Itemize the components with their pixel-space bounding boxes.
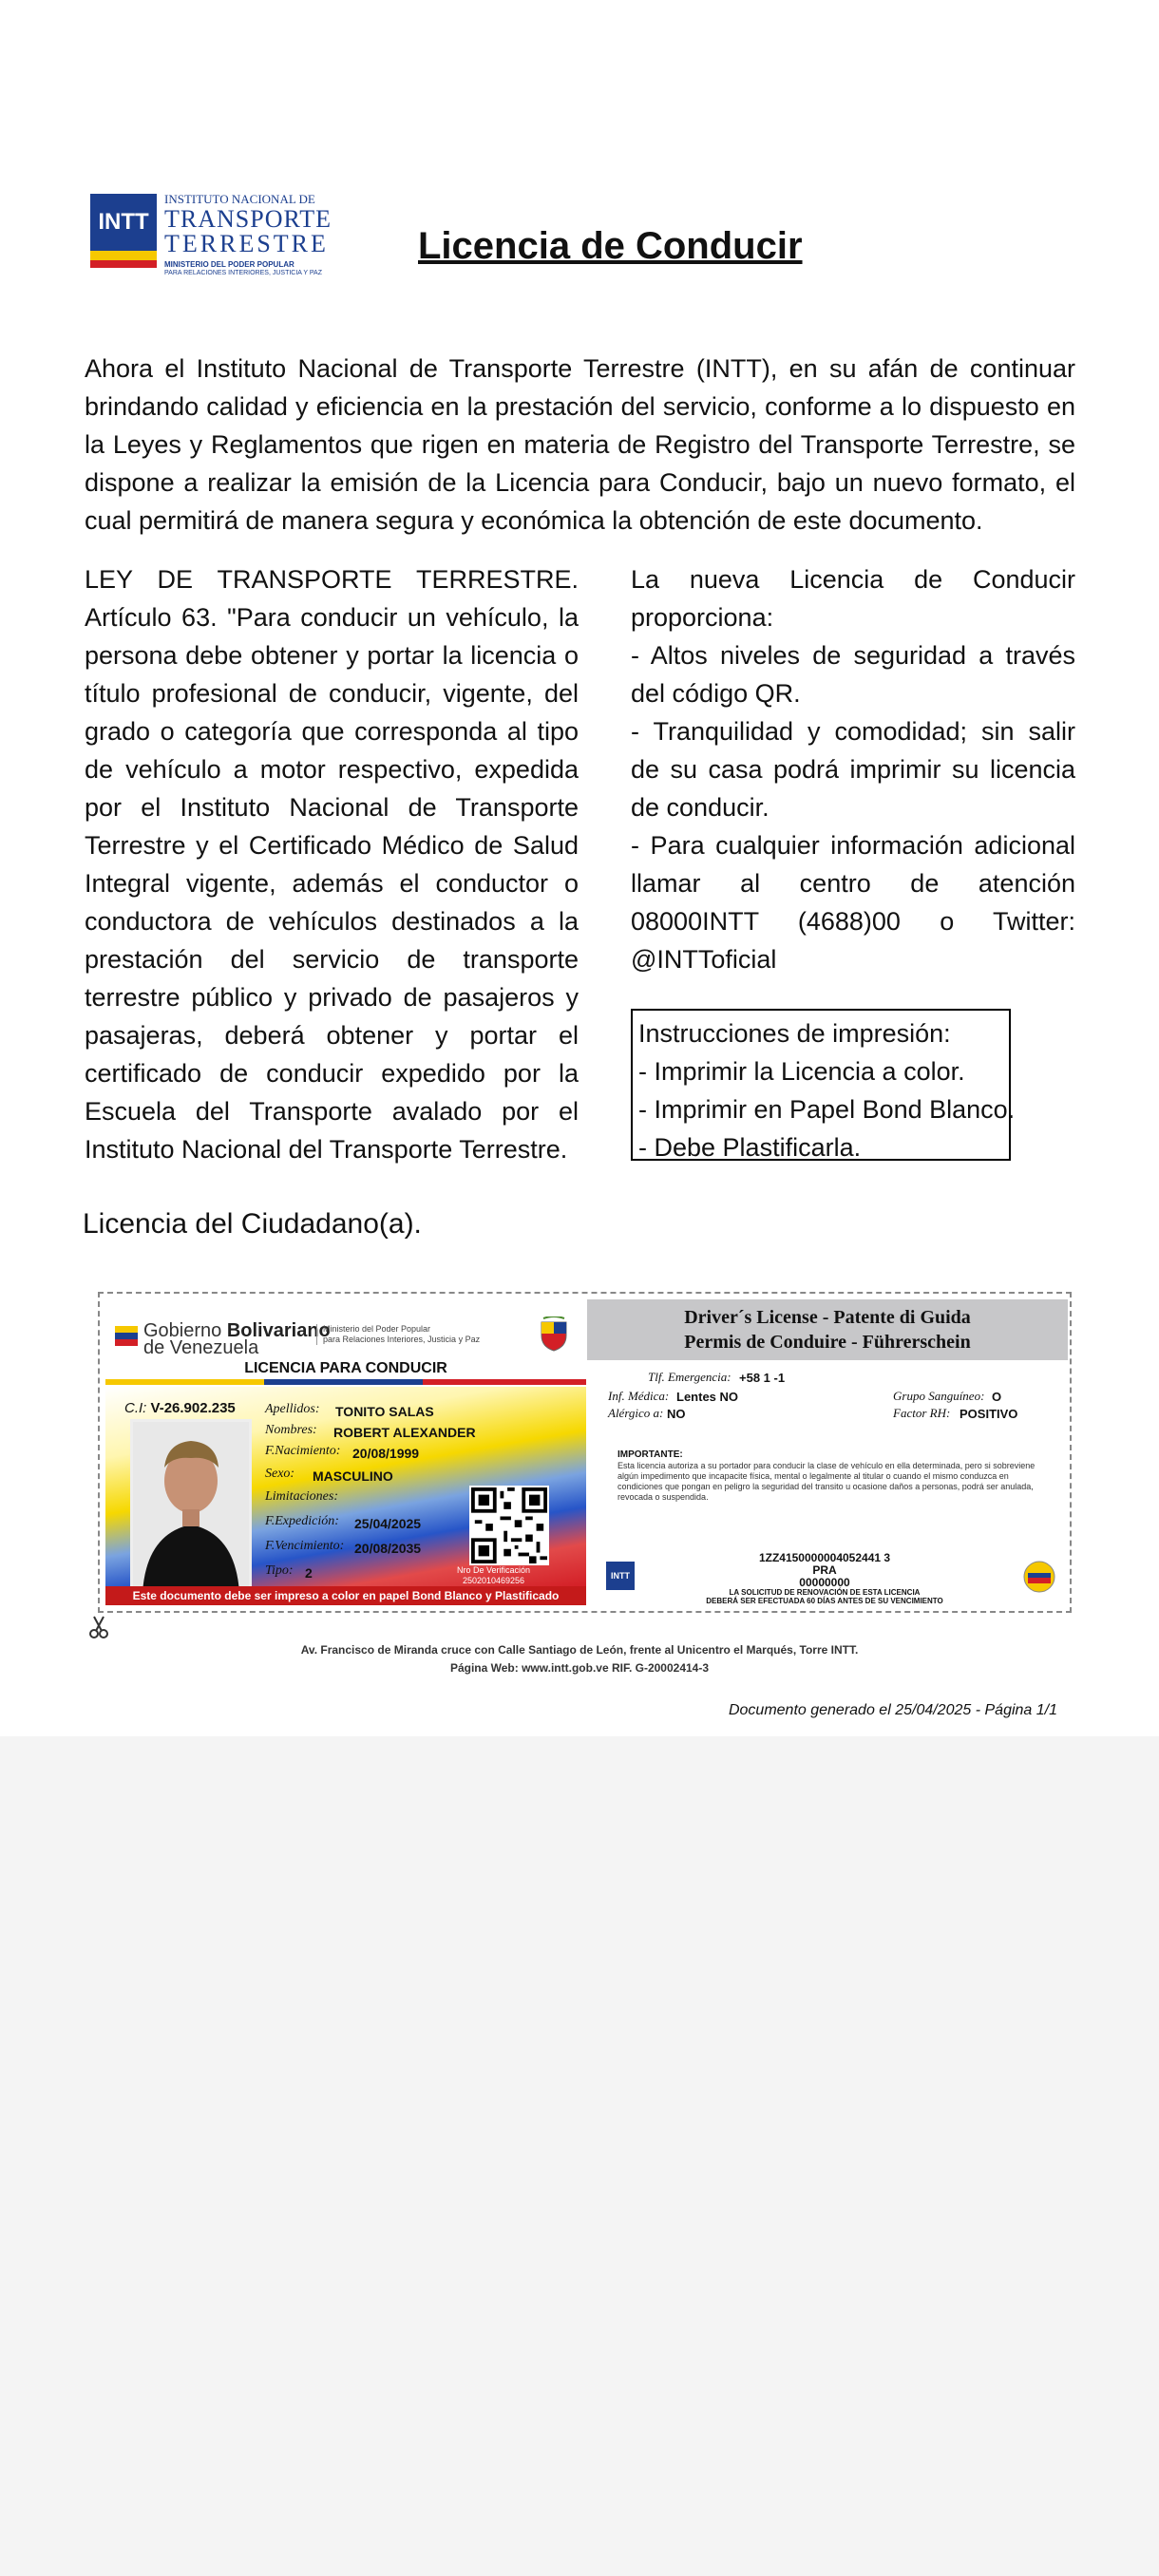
verification-number: Nro De Verificación 2502010469256 <box>457 1565 531 1585</box>
sexo-label: Sexo: <box>265 1467 295 1481</box>
instructions-title: Instrucciones de impresión: <box>638 1019 951 1048</box>
citizen-license-label: Licencia del Ciudadano(a). <box>83 1208 422 1240</box>
vencimiento-value: 20/08/2035 <box>354 1541 422 1556</box>
ministry-label: Ministerio del Poder Popular para Relaciones Interiores, Justicia y Paz <box>316 1324 480 1345</box>
benefits-list <box>631 560 1075 978</box>
back-title: Driver´s License - Patente di Guida Permis de Conduire - Führerschein <box>587 1299 1068 1360</box>
rh-value: POSITIVO <box>960 1407 1018 1421</box>
renewal-notice: LA SOLICITUD DE RENOVACIÓN DE ESTA LICENCIA DEBERÁ SER EFECTUADA 60 DÍAS ANTES DE SU VENCIMIENTO <box>706 1588 943 1605</box>
nombres-value: ROBERT ALEXANDER <box>333 1425 476 1440</box>
emergencia-label: Tlf. Emergencia: <box>648 1370 732 1384</box>
person-photo-icon <box>133 1422 249 1593</box>
grupo-label: Grupo Sanguíneo: <box>893 1389 985 1403</box>
benefit-item: - Para cualquier información adicional llamar al centro de atención 08000INTT (4688)00 o Twitter: @INTToficial <box>631 831 1075 974</box>
nacimiento-value: 20/08/1999 <box>352 1446 420 1461</box>
logo-line-2: TRANSPORTE <box>164 205 332 233</box>
limitaciones-label: Limitaciones: <box>265 1489 338 1504</box>
intt-mark-small: INTT <box>606 1562 635 1590</box>
alergico-value: NO <box>667 1407 686 1421</box>
law-article: LEY DE TRANSPORTE TERRESTRE. Artículo 63. "Para conducir un vehículo, la persona debe obtener y portar la licencia o título profesional de conducir, vigente, del grado o categoría que corresponda al tipo de vehículo a motor respectivo, expedida por el Instituto Nacional de Transporte Terrestre y el Certificado Médico de Salud Integral vigente, además el conductor o conductora de vehículos destinados a la prestación del servicio de transporte terrestre público y privado de pasajeros y pasajeras, deberá obtener y portar el certificado de conducir expedido por la Escuela del Transporte avalado por el Instituto Nacional del Transporte Terrestre. <box>85 565 579 1164</box>
important-title: IMPORTANTE: <box>618 1449 683 1460</box>
logo-line-1: INSTITUTO NACIONAL DE <box>164 192 315 206</box>
medica-value: Lentes NO <box>676 1390 739 1404</box>
important-text: Esta licencia autoriza a su portador para conducir la clase de vehículo en ella determinada, pero si sobreviene algún impedimento que incapacite física, mental o legalmente al titular o cuando el mismo conduzca en condiciones que pongan en peligro la seguridad del transito u ocasione daños a personas, podrá ser anulada, revocada o suspendida. <box>618 1461 1036 1502</box>
print-instructions-box <box>631 1009 1016 1162</box>
scissors-icon <box>88 1615 109 1639</box>
benefit-item: - Tranquilidad y comodidad; sin salir de su casa podrá imprimir su licencia de conducir. <box>631 717 1075 822</box>
apellidos-value: TONITO SALAS <box>335 1404 434 1419</box>
alergico-label: Alérgico a: <box>608 1406 664 1420</box>
expedicion-value: 25/04/2025 <box>354 1516 422 1531</box>
grupo-value: O <box>992 1390 1002 1404</box>
print-warning-footer: Este documento debe ser impreso a color en papel Bond Blanco y Plastificado <box>105 1586 586 1605</box>
footer-address: Av. Francisco de Miranda cruce con Calle Santiago de León, frente al Unicentro el Marqués, Torre INTT. Página Web: www.intt.gob.ve RIF. G-20002414-3 <box>300 1643 859 1675</box>
gov-name-line-2: de Venezuela <box>143 1337 259 1358</box>
coat-of-arms-icon <box>538 1316 570 1353</box>
tipo-value: 2 <box>305 1565 313 1581</box>
instruction-item: - Imprimir la Licencia a color. <box>638 1057 965 1086</box>
sexo-value: MASCULINO <box>313 1468 393 1484</box>
benefit-item: - Altos niveles de seguridad a través del código QR. <box>631 641 1075 708</box>
apellidos-label: Apellidos: <box>265 1402 320 1416</box>
gov-name-line-1: Gobierno Bolivariano <box>143 1320 331 1341</box>
intt-logo-mark: INTT <box>90 194 157 251</box>
license-back <box>587 1299 1068 1605</box>
gov-flag-icon <box>113 1322 140 1351</box>
license-header: LICENCIA PARA CONDUCIR <box>244 1360 447 1376</box>
license-serial-block: 1ZZ4150000004052441 3 PRA 00000000 <box>758 1551 891 1589</box>
nombres-label: Nombres: <box>265 1423 317 1437</box>
nacimiento-label: F.Nacimiento: <box>265 1444 341 1458</box>
qr-code-icon <box>469 1486 549 1565</box>
rh-label: Factor RH: <box>893 1406 951 1420</box>
logo-stripe-yellow <box>90 251 157 260</box>
page-title: Licencia de Conducir <box>418 225 803 267</box>
generated-date: Documento generado el 25/04/2025 - Página 1/1 <box>728 1702 1057 1718</box>
logo-stripe-red <box>90 260 157 268</box>
instruction-item: - Imprimir en Papel Bond Blanco. <box>638 1095 1016 1124</box>
instruction-item: - Debe Plastificarla. <box>638 1133 862 1162</box>
intt-logo <box>90 190 332 285</box>
expedicion-label: F.Expedición: <box>265 1514 339 1528</box>
tipo-label: Tipo: <box>265 1563 294 1578</box>
emergencia-value: +58 1 -1 <box>739 1371 786 1385</box>
intro-paragraph: Ahora el Instituto Nacional de Transporte Terrestre (INTT), en su afán de continuar brindando calidad y eficiencia en la prestación del servicio, conforme a lo dispuesto en la Leyes y Reglamentos que rigen en materia de Registro del Transporte Terrestre, se dispone a realizar la emisión de la Licencia para Conducir, bajo un nuevo formato, el cual permitirá de manera segura y económica la obtención de este documento. <box>85 354 1075 535</box>
vencimiento-label: F.Vencimiento: <box>265 1539 345 1553</box>
logo-line-5: PARA RELACIONES INTERIORES, JUSTICIA Y PAZ <box>164 270 322 276</box>
license-front <box>105 1299 586 1605</box>
ci-field: C.I: V-26.902.235 <box>124 1400 236 1416</box>
medica-label: Inf. Médica: <box>608 1389 670 1403</box>
holder-photo <box>130 1419 252 1596</box>
logo-line-4: MINISTERIO DEL PODER POPULAR <box>164 260 294 269</box>
license-card <box>98 1292 1072 1613</box>
benefits-intro: La nueva Licencia de Conducir proporciona: <box>631 565 1075 632</box>
seal-icon <box>1022 1560 1056 1594</box>
logo-line-3: TERRESTRE <box>164 230 329 257</box>
flag-bar <box>105 1379 586 1385</box>
